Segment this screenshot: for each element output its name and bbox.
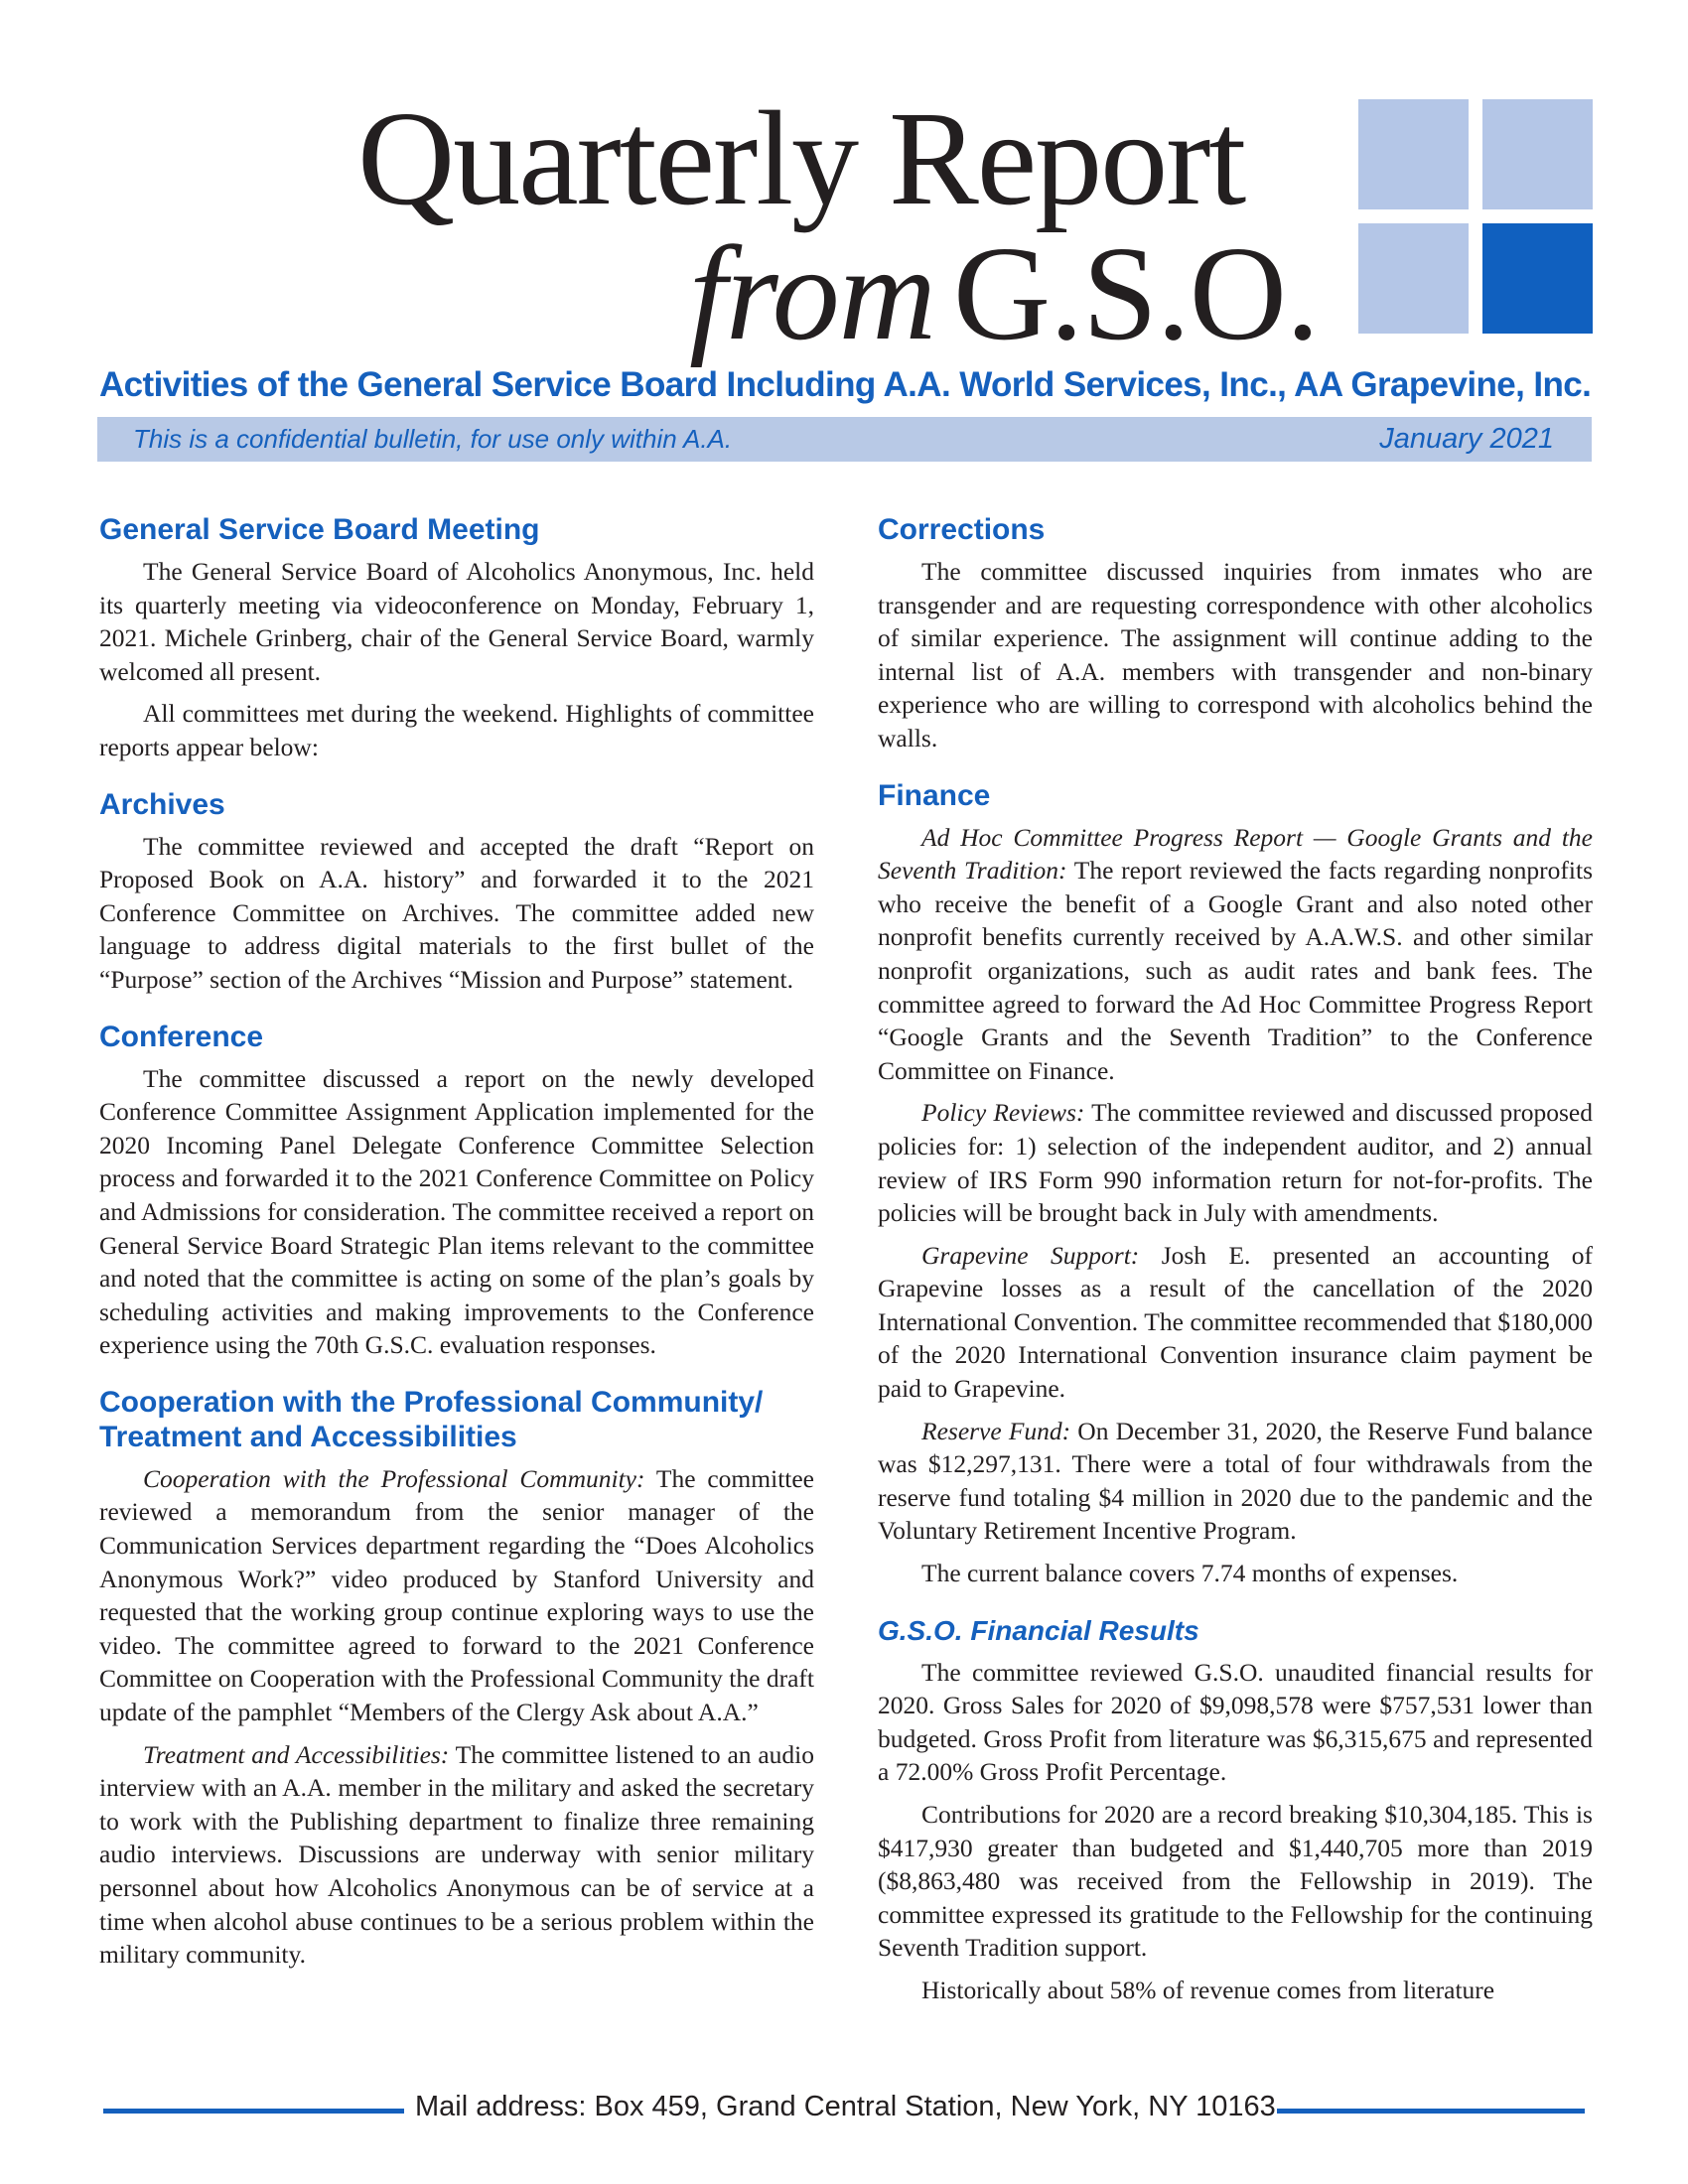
right-column <box>878 512 1593 2016</box>
paragraph-body: The committee reviewed and discussed proposed policies for: 1) selection of the independent auditor, and 2) annual review of IRS Form 990 information return for not-for-profits. The policies will be brought back in July with amendments. <box>878 1098 1593 1228</box>
paragraph-body: On December 31, 2020, the Reserve Fund balance was $12,297,131. There were a total of four withdrawals from the reserve fund totaling $4 million in 2020 due to the pandemic and the Voluntary Retirement Incentive Program. <box>878 1416 1594 1546</box>
confidential-notice: This is a confidential bulletin, for use only within A.A. <box>133 424 733 454</box>
paragraph <box>99 1462 814 1729</box>
logo-square-bottom-left <box>1358 223 1469 334</box>
paragraph: Historically about 58% of revenue comes from literature <box>921 1975 1495 2004</box>
section-heading-conference: Conference <box>99 1020 264 1053</box>
paragraph-lead: Ad Hoc Committee Progress Report — Google Grants and the Seventh Tradition: <box>878 822 1593 886</box>
section-heading-gsb: General Service Board Meeting <box>99 513 540 546</box>
paragraph <box>878 1096 1593 1229</box>
paragraph <box>878 821 1593 1088</box>
logo-square-top-right <box>1482 99 1593 209</box>
mail-address: Mail address: Box 459, Grand Central Station, New York, NY 10163 <box>415 2091 1276 2122</box>
paragraph: The committee discussed inquiries from inmates who are transgender and are requesting correspondence with other alcoholics of similar experience. The assignment will continue adding to the internal list of A.A. members with transgender and non-binary experience who are willing to correspond with alcoholics behind the walls. <box>878 557 1593 752</box>
left-column <box>99 512 814 1980</box>
paragraph-body: The committee reviewed a memorandum from the senior manager of the Communication Services department regarding the “Does Alcoholics Anonymous Work?” video produced by Stanford University and requested that the working group continue exploring ways to use the video. The committee agreed to forward to the 2021 Conference Committee on Cooperation with the Professional Community the draft update of the pamphlet “Members of the Clergy Ask about A.A.” <box>99 1463 814 1727</box>
paragraph-lead: Cooperation with the Professional Community: <box>143 1463 645 1493</box>
footer-rule-right <box>1277 2109 1585 2114</box>
subtitle: Activities of the General Service Board Including A.A. World Services, Inc., AA Grapevine, Inc. <box>99 365 1592 404</box>
heading-line: Treatment and Accessibilities <box>99 1420 517 1453</box>
paragraph-body: Josh E. presented an accounting of Grapevine losses as a result of the cancellation of the 2020 International Convention. The committee recommended that $180,000 of the 2020 International Convention insurance claim payment be paid to Grapevine. <box>878 1240 1593 1404</box>
paragraph-body: The committee listened to an audio interview with an A.A. member in the military and asked the secretary to work with the Publishing department to finalize three remaining audio interviews. Discussions are underway with senior military personnel about how Alcoholics Anonymous can be of service at a time when alcohol abuse continues to be a serious problem within the military community. <box>99 1739 814 1970</box>
paragraph-lead: Reserve Fund: <box>921 1416 1071 1445</box>
paragraph: All committees met during the weekend. Highlights of committee reports appear below: <box>99 699 814 761</box>
paragraph-lead: Treatment and Accessibilities: <box>143 1739 450 1769</box>
masthead <box>0 0 1688 455</box>
paragraph: Contributions for 2020 are a record breaking $10,304,185. This is $417,930 greater than budgeted and $1,440,705 more than 2019 ($8,863,480 was received from the Fellowship in 2019). The committee expressed its gratitude to the Fellowship for the continuing Seventh Tradition support. <box>878 1800 1593 1963</box>
issue-date: January 2021 <box>1379 423 1554 455</box>
section-heading-archives: Archives <box>99 787 225 821</box>
footer-rule-left <box>103 2109 404 2114</box>
paragraph <box>878 1239 1593 1406</box>
paragraph: The committee reviewed and accepted the draft “Report on Proposed Book on A.A. history” and forwarded it to the 2021 Conference Committee on Archives. The committee added new language to address digital materials to the first bullet of the “Purpose” section of the Archives “Mission and Purpose” statement. <box>99 831 814 994</box>
paragraph <box>99 1738 814 1972</box>
report-title-from-gso <box>689 219 1319 368</box>
title-gso: G.S.O. <box>952 219 1319 368</box>
paragraph-body: The report reviewed the facts regarding nonprofits who receive the benefit of a Google Grant and also noted other nonprofit benefits currently received by A.A.W.S. and other similar nonprofit organizations, such as audit rates and bank fees. The committee agreed to forward the Ad Hoc Committee Progress Report “Google Grants and the Seventh Tradition” to the Conference Committee on Finance. <box>878 856 1594 1085</box>
paragraph: The current balance covers 7.74 months of expenses. <box>921 1559 1459 1588</box>
section-heading-finance: Finance <box>878 778 991 812</box>
logo-square-top-left <box>1358 99 1469 209</box>
four-squares-logo <box>1358 99 1593 334</box>
section-heading-corrections: Corrections <box>878 513 1046 546</box>
paragraph: The committee discussed a report on the newly developed Conference Committee Assignment Application implemented for the 2020 Incoming Panel Delegate Conference Committee Selection process and forwarded it to the 2021 Conference Committee on Policy and Admissions for consideration. The committee received a report on General Service Board Strategic Plan items relevant to the committee and noted that the committee is acting on some of the plan’s goals by scheduling activities and making improvements to the Conference experience using the 70th G.S.C. evaluation responses. <box>99 1063 814 1360</box>
title-from: from <box>689 219 935 368</box>
heading-line: Cooperation with the Professional Community/ <box>99 1385 764 1419</box>
confidential-bar <box>97 417 1592 462</box>
paragraph: The committee reviewed G.S.O. unaudited financial results for 2020. Gross Sales for 2020 of $9,098,578 were $757,531 lower than budgeted. Gross Profit from literature was $6,315,675 and represented a 72.00% Gross Profit Percentage. <box>878 1657 1593 1787</box>
logo-square-bottom-right <box>1482 223 1593 334</box>
paragraph: The General Service Board of Alcoholics Anonymous, Inc. held its quarterly meeting via videoconference on Monday, February 1, 2021. Michele Grinberg, chair of the General Service Board, warmly welcomed all present. <box>99 557 814 686</box>
report-title: Quarterly Report <box>357 84 1245 233</box>
section-heading-cpc <box>99 1385 814 1454</box>
paragraph-lead: Grapevine Support: <box>921 1240 1140 1270</box>
section-heading-gso-financial: G.S.O. Financial Results <box>878 1614 1199 1646</box>
paragraph-lead: Policy Reviews: <box>921 1098 1085 1128</box>
paragraph <box>878 1415 1593 1548</box>
footer <box>97 2089 1592 2128</box>
